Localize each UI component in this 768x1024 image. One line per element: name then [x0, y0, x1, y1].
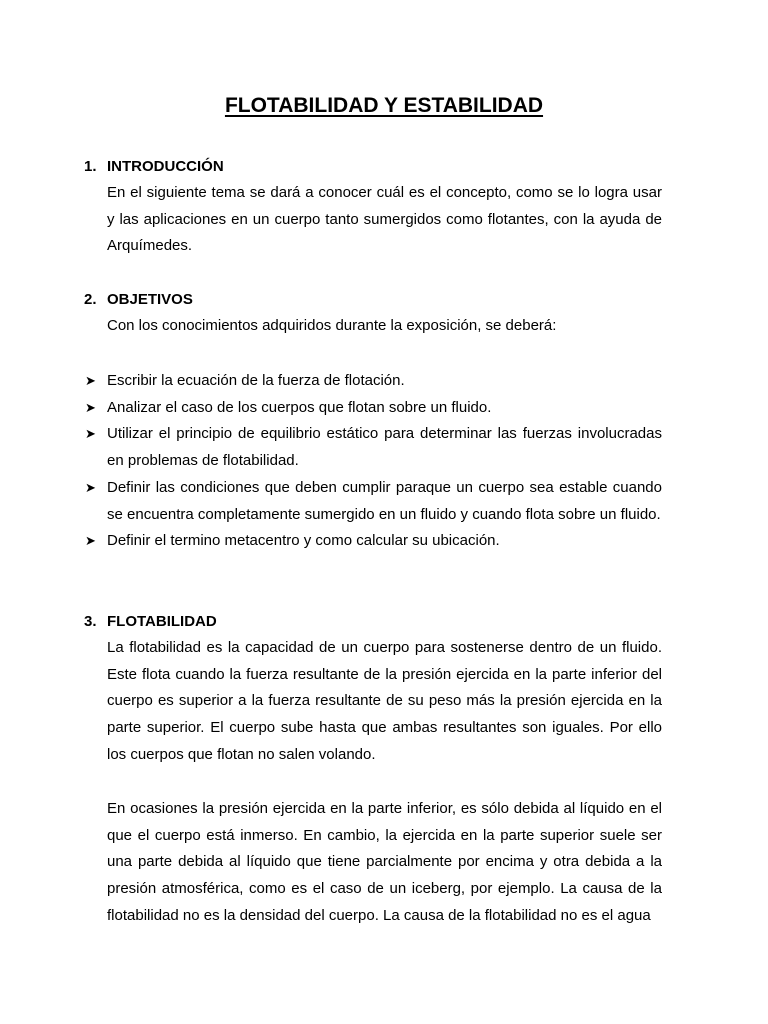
section-number: 1.	[84, 158, 97, 175]
list-item	[84, 421, 662, 474]
list-item	[84, 368, 662, 395]
flotabilidad-paragraph-2: En ocasiones la presión ejercida en la parte inferior, es sólo debida al líquido en el que el cuerpo está inmerso. En cambio, la ejercida en la parte superior suele ser una parte debida al líquido que tiene parcialmente por encima y otra debida a la presión atmosférica, como es el caso de un iceberg, por ejemplo. La causa de la flotabilidad no es la densidad del cuerpo. La causa de la flotabilidad no es el agua	[107, 800, 662, 924]
arrow-bullet-icon: ➤	[85, 373, 96, 388]
list-item	[84, 395, 662, 422]
flotabilidad-paragraph-1: La flotabilidad es la capacidad de un cuerpo para sostenerse dentro de un fluido. Este flota cuando la fuerza resultante de la presión ejercida en la parte inferior del cuerpo es superior a la fuerza resultante de su peso más la presión ejercida en la parte superior. El cuerpo sube hasta que ambas resultantes son iguales. Por ello los cuerpos que flotan no salen volando.	[107, 639, 662, 763]
arrow-bullet-icon: ➤	[85, 426, 96, 442]
section-title: FLOTABILIDAD	[107, 613, 217, 630]
introduccion-paragraph: En el siguiente tema se dará a conocer cuál es el concepto, como se lo logra usar y las aplicaciones en un cuerpo tanto sumergidos como flotantes, con la ayuda de Arquímedes.	[107, 184, 662, 255]
list-item-text: Definir las condiciones que deben cumplir paraque un cuerpo sea estable cuando se encuentra completamente sumergido en un fluido y cuando flota sobre un fluido.	[107, 478, 662, 523]
list-item-text: Utilizar el principio de equilibrio estático para determinar las fuerzas involucradas en problemas de flotabilidad.	[107, 425, 662, 470]
section-heading-introduccion	[84, 157, 224, 177]
list-item-text: Escribir la ecuación de la fuerza de flotación.	[107, 372, 405, 389]
list-item-text: Analizar el caso de los cuerpos que flotan sobre un fluido.	[107, 398, 492, 416]
section-title: INTRODUCCIÓN	[107, 158, 224, 175]
section-heading-flotabilidad	[84, 612, 217, 632]
objetivos-list	[84, 368, 662, 555]
list-item	[84, 528, 662, 555]
list-item-text: Definir el termino metacentro y como calcular su ubicación.	[107, 532, 500, 550]
section-title: OBJETIVOS	[107, 291, 193, 308]
section-number: 3.	[84, 613, 97, 630]
arrow-bullet-icon: ➤	[85, 479, 96, 495]
arrow-bullet-icon: ➤	[85, 399, 96, 415]
list-item	[84, 475, 662, 528]
section-number: 2.	[84, 291, 97, 308]
document-title: FLOTABILIDAD Y ESTABILIDAD	[224, 94, 544, 117]
arrow-bullet-icon: ➤	[85, 533, 96, 549]
section-heading-objetivos	[84, 290, 193, 310]
objetivos-paragraph: Con los conocimientos adquiridos durante la exposición, se deberá:	[107, 317, 557, 334]
